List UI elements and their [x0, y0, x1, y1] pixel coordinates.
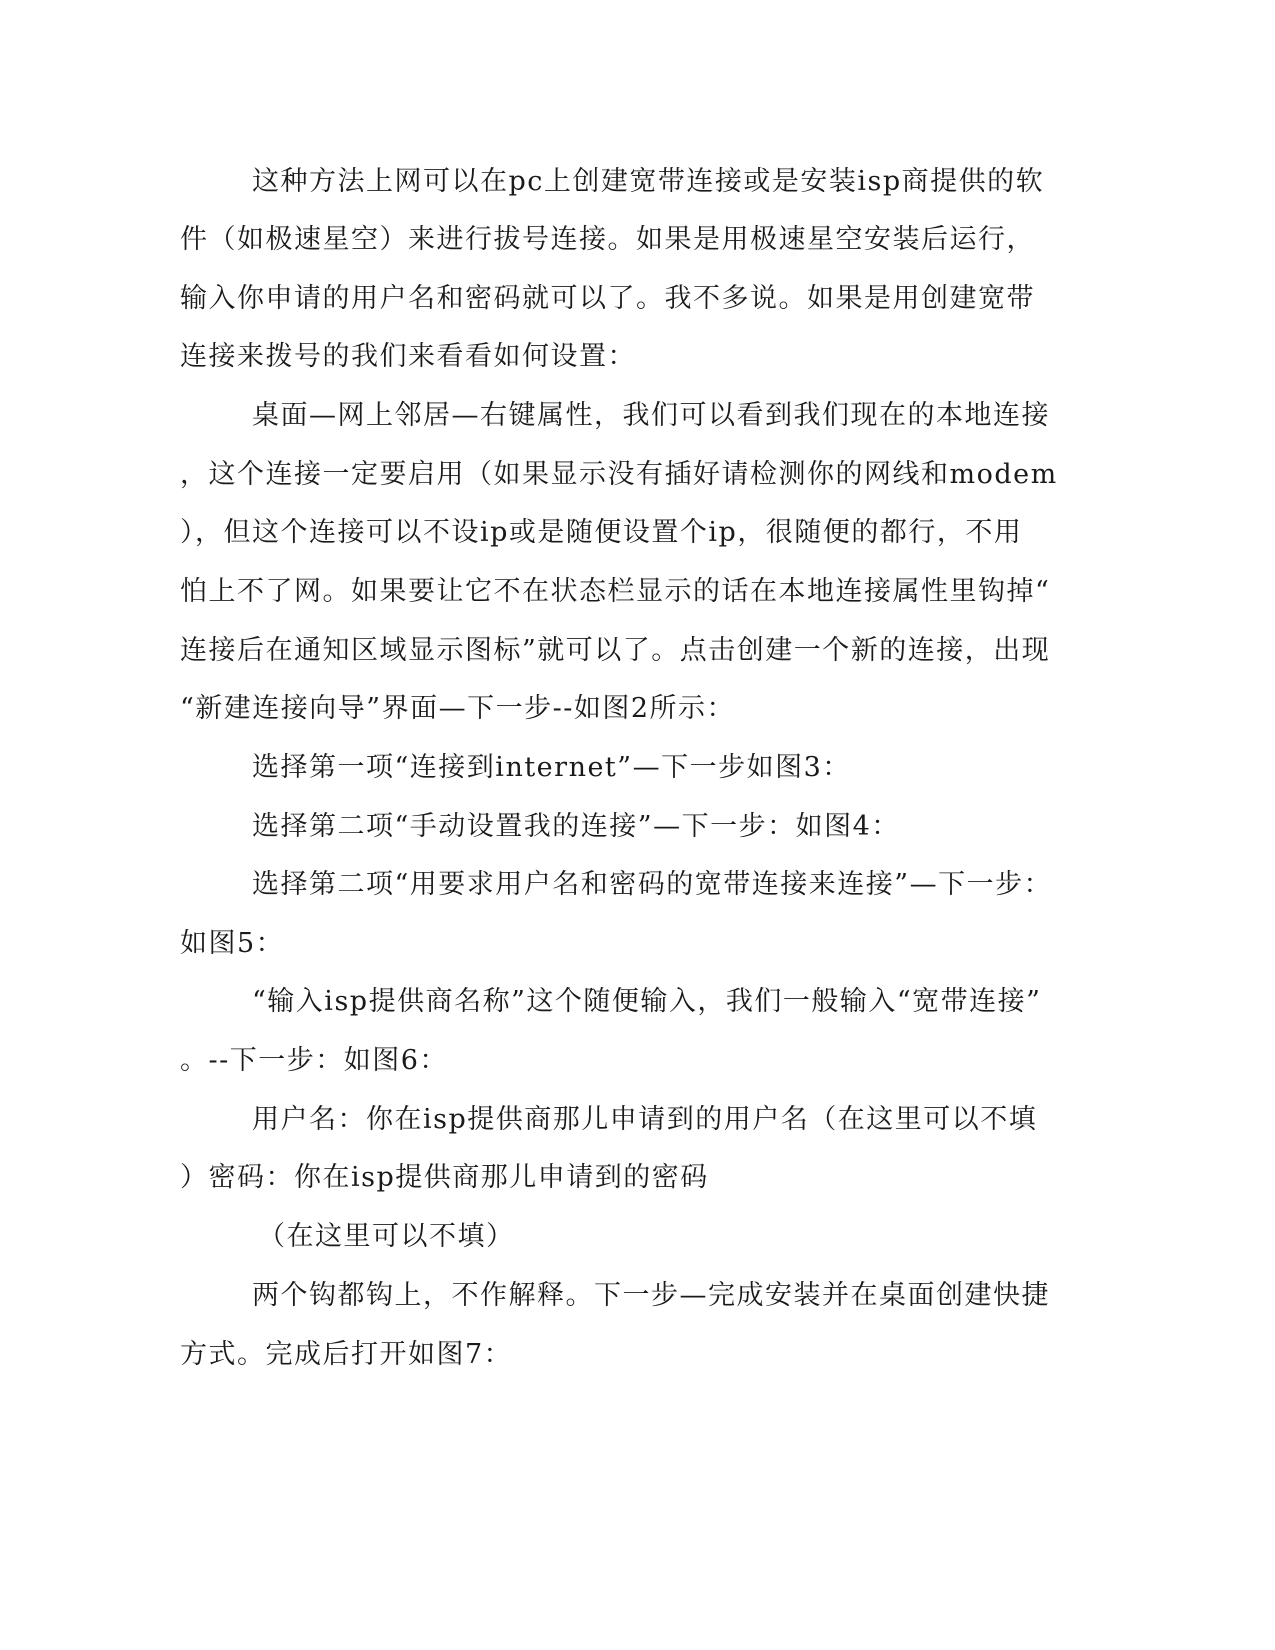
paragraph-1-line-4: 连接来拨号的我们来看看如何设置：: [180, 341, 636, 372]
paragraph-3-line-1: 选择第一项“连接到internet”—下一步如图3：: [252, 752, 851, 783]
paragraph-6-line-2: 。--下一步：如图6：: [180, 1045, 448, 1076]
paragraph-9-line-2: 方式。完成后打开如图7：: [180, 1339, 513, 1370]
paragraph-4-line-1: 选择第二项“手动设置我的连接”—下一步：如图4：: [252, 811, 900, 842]
paragraph-5-line-1: 选择第二项“用要求用户名和密码的宽带连接来连接”—下一步：: [252, 869, 1053, 900]
paragraph-8-line-1: （在这里可以不填）: [258, 1221, 515, 1252]
paragraph-7-line-2: ）密码：你在isp提供商那儿申请到的密码: [180, 1162, 709, 1193]
paragraph-1-line-2: 件（如极速星空）来进行拔号连接。如果是用极速星空安装后运行，: [180, 224, 1035, 255]
paragraph-2-line-1: 桌面—网上邻居—右键属性，我们可以看到我们现在的本地连接: [252, 400, 1050, 431]
paragraph-2-line-5: 连接后在通知区域显示图标”就可以了。点击创建一个新的连接，出现: [180, 635, 1051, 666]
paragraph-9-line-1: 两个钩都钩上，不作解释。下一步—完成安装并在桌面创建快捷: [252, 1280, 1050, 1311]
paragraph-2-line-4: 怕上不了网。如果要让它不在状态栏显示的话在本地连接属性里钩掉“: [180, 576, 1051, 607]
paragraph-1-line-3: 输入你申请的用户名和密码就可以了。我不多说。如果是用创建宽带: [180, 283, 1035, 314]
paragraph-7-line-1: 用户名：你在isp提供商那儿申请到的用户名（在这里可以不填: [252, 1104, 1038, 1135]
paragraph-1-line-1: 这种方法上网可以在pc上创建宽带连接或是安装isp商提供的软: [252, 166, 1045, 197]
paragraph-6-line-1: “输入isp提供商名称”这个随便输入，我们一般输入“宽带连接”: [252, 986, 1042, 1017]
paragraph-2-line-3: ），但这个连接可以不设ip或是随便设置个ip，很随便的都行，不用: [180, 517, 1023, 548]
paragraph-5-line-2: 如图5：: [180, 928, 285, 959]
paragraph-2-line-6: “新建连接向导”界面—下一步--如图2所示：: [180, 693, 736, 724]
paragraph-2-line-2: ，这个连接一定要启用（如果显示没有插好请检测你的网线和modem: [180, 459, 1058, 490]
